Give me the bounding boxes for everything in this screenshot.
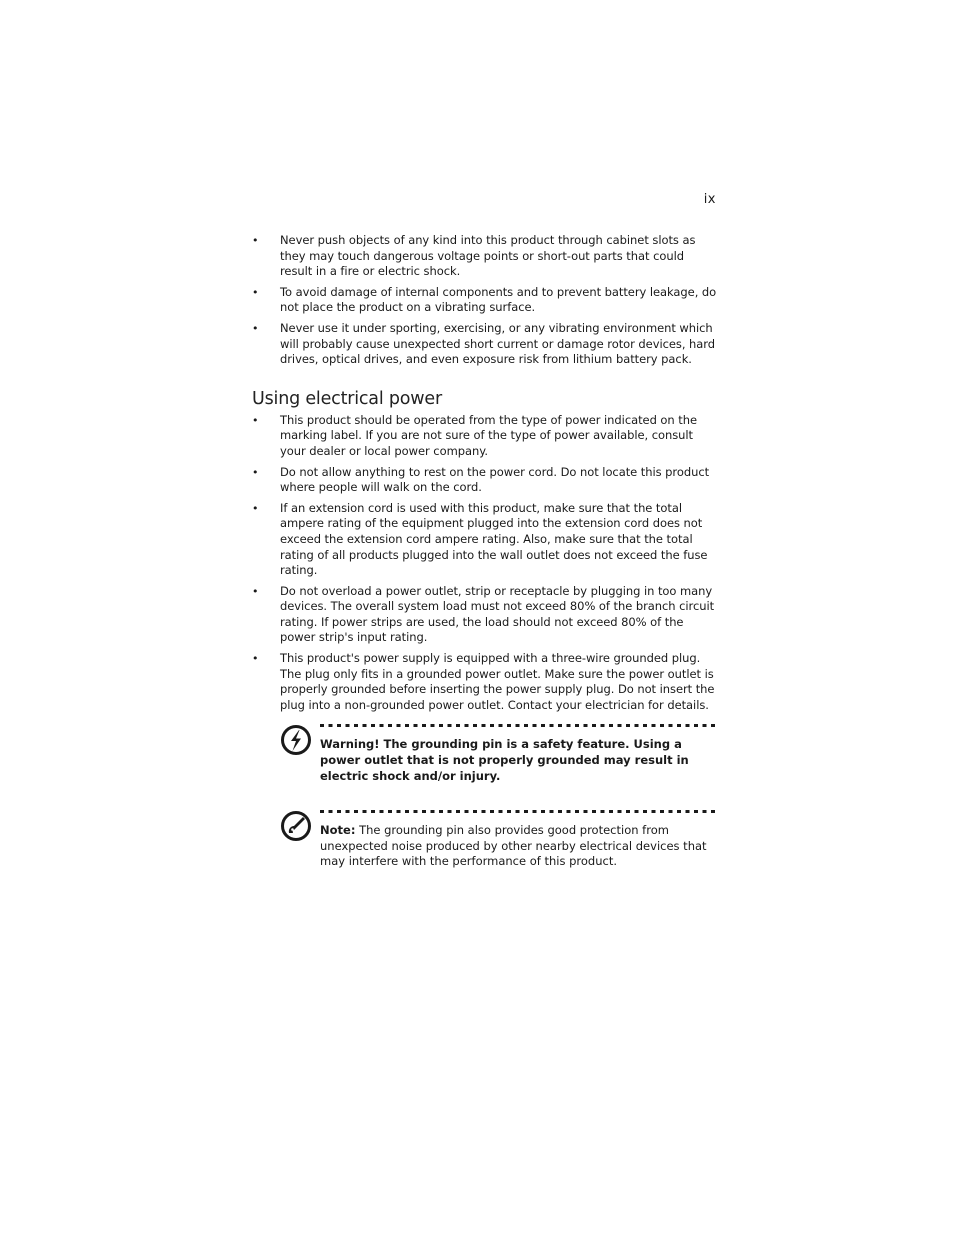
- note-text: [320, 823, 717, 870]
- list-item: [252, 501, 717, 579]
- safety-bullet-list: [252, 233, 717, 368]
- note-callout: [280, 810, 717, 870]
- note-label: Note:: [320, 823, 356, 838]
- note-pen-icon: [280, 810, 312, 842]
- list-item: [252, 651, 717, 713]
- list-item: [252, 285, 717, 316]
- page-content: [252, 233, 717, 870]
- section-title: Using electrical power: [252, 388, 442, 409]
- list-item: [252, 465, 717, 496]
- bullet-icon: •: [252, 652, 259, 666]
- bullet-icon: •: [252, 584, 259, 598]
- bullet-icon: •: [252, 465, 259, 479]
- lightning-bolt-icon: [280, 724, 312, 756]
- bullet-icon: •: [252, 413, 259, 427]
- list-item-text: Do not overload a power outlet, strip or receptacle by plugging in too many devices. The overall system load must not exceed 80% of the branch circuit rating. If power strips are used, the load should not exceed 80% of the power strip's input rating.: [280, 583, 715, 645]
- list-item-text: Never use it under sporting, exercising, or any vibrating environment which will probably cause unexpected short current or damage rotor devices, hard drives, optical drives, and even exposure risk from lithium battery pack.: [280, 320, 716, 367]
- list-item-text: This product's power supply is equipped with a three-wire grounded plug. The plug only fits in a grounded power outlet. Make sure the power outlet is properly grounded before inserting the power supply plug. Do not insert the plug into a non-grounded power outlet. Contact your electrician for details.: [280, 651, 715, 712]
- callout-divider: [320, 724, 717, 727]
- bullet-icon: •: [252, 501, 259, 515]
- list-item: [252, 233, 717, 280]
- bullet-icon: •: [252, 285, 259, 299]
- list-item: [252, 584, 717, 646]
- list-item-text: Do not allow anything to rest on the power cord. Do not locate this product where people will walk on the cord.: [280, 464, 710, 495]
- list-item-text: To avoid damage of internal components and to prevent battery leakage, do not place the product on a vibrating surface.: [280, 284, 717, 315]
- list-item-text: If an extension cord is used with this product, make sure that the total ampere rating of the equipment plugged into the extension cord does not exceed the extension cord ampere rating. Also, make sure that the total rating of all products plugged into the wall outlet does not exceed the fuse rating.: [280, 500, 708, 578]
- callout-divider: [320, 810, 717, 813]
- bullet-icon: •: [252, 234, 259, 247]
- list-item: [252, 321, 717, 368]
- warning-callout: [280, 724, 717, 784]
- list-item-text: Never push objects of any kind into this product through cabinet slots as they may touch dangerous voltage points or short-out parts that could result in a fire or electric shock.: [280, 233, 696, 279]
- bullet-icon: •: [252, 321, 259, 335]
- list-item: [252, 413, 717, 460]
- note-body: The grounding pin also provides good protection from unexpected noise produced by other nearby electrical devices that may interfere with the performance of this product.: [320, 823, 707, 869]
- warning-text: Warning! The grounding pin is a safety feature. Using a power outlet that is not properly grounded may result in electric shock and/or injury.: [320, 737, 689, 783]
- page-number: ix: [703, 192, 716, 207]
- list-item-text: This product should be operated from the type of power indicated on the marking label. If you are not sure of the type of power available, consult your dealer or local power company.: [280, 412, 697, 458]
- power-bullet-list: [252, 413, 717, 714]
